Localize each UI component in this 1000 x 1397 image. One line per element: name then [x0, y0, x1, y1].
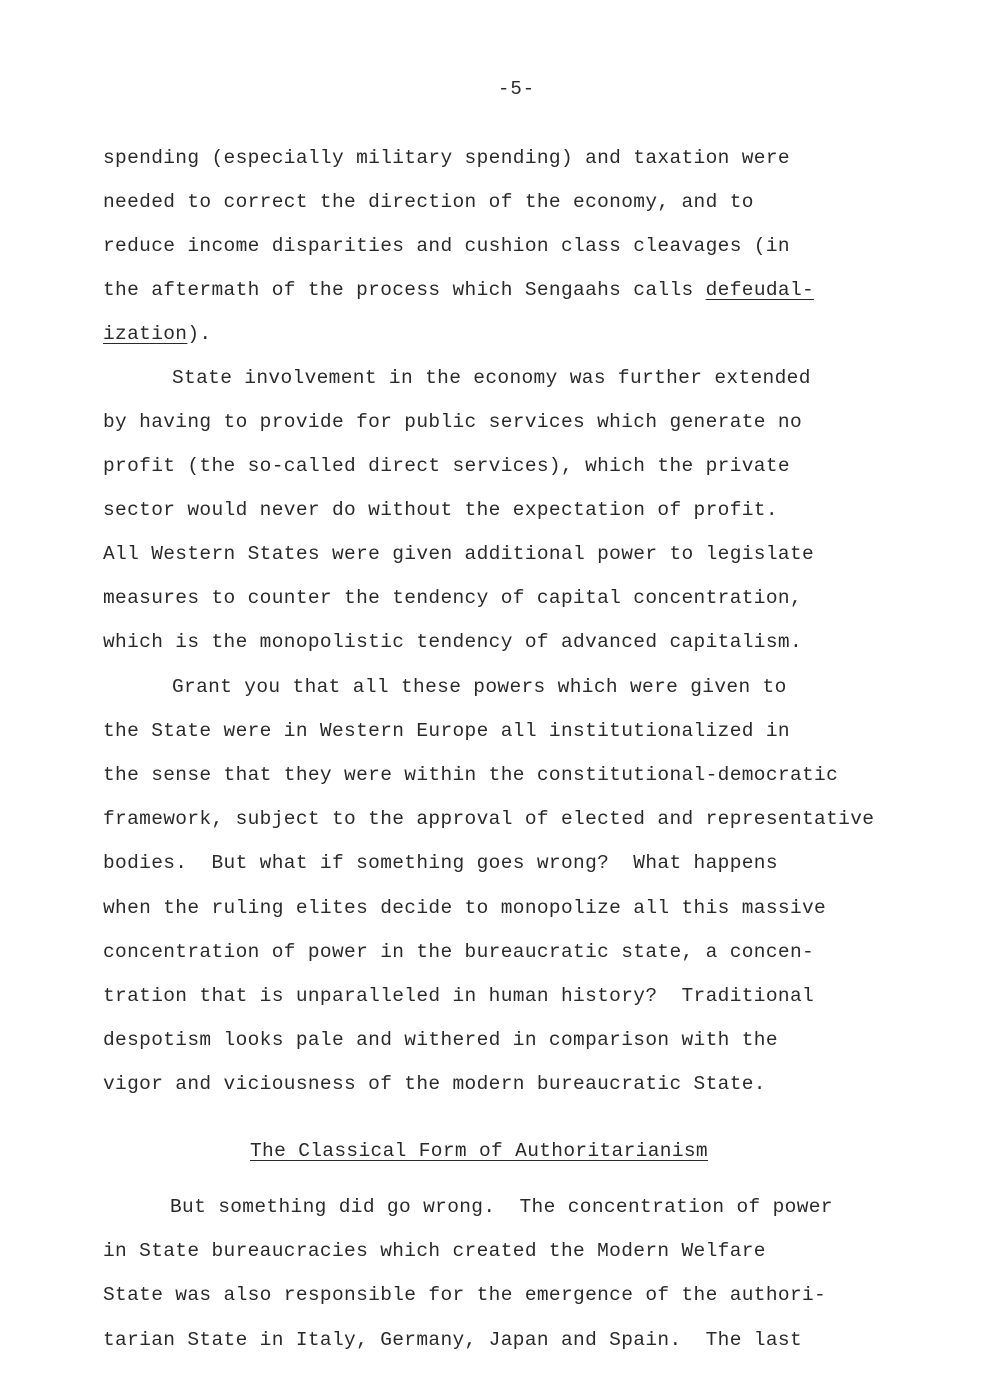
underlined-term: defeudal-	[705, 279, 815, 301]
text-line: framework, subject to the approval of elected and representative	[103, 808, 875, 830]
page-number: -5-	[498, 78, 536, 100]
text-line: when the ruling elites decide to monopolize all this massive	[103, 897, 827, 919]
text-segment: the aftermath of the process which Sengaahs calls	[103, 279, 706, 301]
text-line: the sense that they were within the constitutional-democratic	[103, 764, 839, 786]
text-line: profit (the so-called direct services), which the private	[103, 455, 790, 477]
section-heading: The Classical Form of Authoritarianism	[250, 1140, 708, 1162]
text-line: Grant you that all these powers which were given to	[172, 676, 787, 698]
text-line: sector would never do without the expectation of profit.	[103, 499, 778, 521]
text-line: State involvement in the economy was further extended	[172, 367, 811, 389]
text-line	[103, 278, 814, 302]
text-line: State was also responsible for the emergence of the authori-	[103, 1284, 827, 1306]
text-line: spending (especially military spending) and taxation were	[103, 147, 790, 169]
text-line: But something did go wrong. The concentration of power	[170, 1196, 833, 1218]
text-line: All Western States were given additional power to legislate	[103, 543, 815, 565]
text-line: bodies. But what if something goes wrong? What happens	[103, 852, 778, 874]
text-line: concentration of power in the bureaucratic state, a concen-	[103, 941, 815, 963]
text-line: in State bureaucracies which created the Modern Welfare	[103, 1240, 766, 1262]
text-line: measures to counter the tendency of capital concentration,	[103, 587, 803, 609]
underlined-term: ization	[103, 323, 188, 345]
text-line: tarian State in Italy, Germany, Japan and Spain. The last	[103, 1329, 803, 1351]
text-line: despotism looks pale and withered in comparison with the	[103, 1029, 778, 1051]
text-line: tration that is unparalleled in human history? Traditional	[103, 985, 815, 1007]
text-line: reduce income disparities and cushion class cleavages (in	[103, 235, 790, 257]
text-line: by having to provide for public services which generate no	[103, 411, 803, 433]
text-segment: ).	[187, 323, 212, 345]
text-line: vigor and viciousness of the modern bureaucratic State.	[103, 1073, 766, 1095]
text-line: the State were in Western Europe all institutionalized in	[103, 720, 790, 742]
text-line: which is the monopolistic tendency of advanced capitalism.	[103, 631, 803, 653]
text-line	[103, 322, 211, 346]
text-line: needed to correct the direction of the economy, and to	[103, 191, 754, 213]
